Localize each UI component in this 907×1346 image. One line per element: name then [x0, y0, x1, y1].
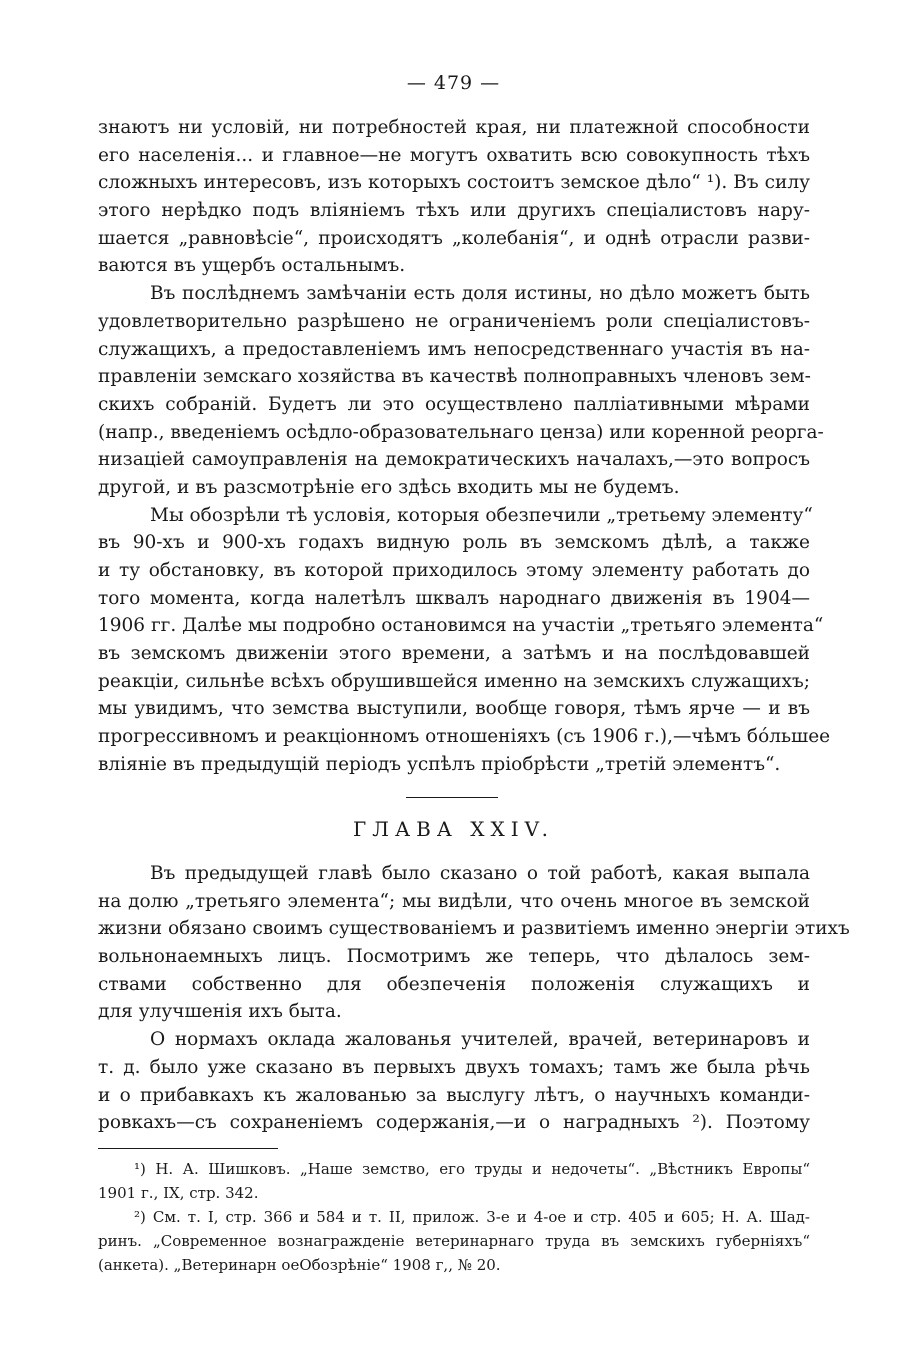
- footnote-divider: [98, 1148, 278, 1149]
- text-line: 1906 гг. Далѣе мы подробно остановимся на участіи „третьяго элемента“: [98, 615, 824, 637]
- text-line: низаціей самоуправленія на демократическихъ началахъ,—это вопросъ: [98, 449, 810, 471]
- page-number: — 479 —: [406, 72, 501, 94]
- text-line: скихъ собраній. Будетъ ли это осуществлено палліативными мѣрами: [98, 393, 810, 415]
- text-line: ровкахъ—съ сохраненіемъ содержанія,—и о наградныхъ ²). Поэтому: [98, 1112, 810, 1134]
- text-line: вліяніе въ предыдущій періодъ успѣлъ пріобрѣсти „третій элементъ“.: [98, 753, 781, 775]
- text-line: Въ послѣднемъ замѣчаніи есть доля истины, но дѣло можетъ быть: [150, 283, 810, 305]
- text-line: Мы обозрѣли тѣ условія, которыя обезпечили „третьему элементу“: [150, 504, 813, 526]
- text-line: сложныхъ интересовъ, изъ которыхъ состоитъ земское дѣло“ ¹). Въ силу: [98, 172, 810, 194]
- footnote-line: 1901 г., IX, стр. 342.: [98, 1184, 259, 1202]
- main-text: [98, 114, 831, 779]
- footnote-line: ¹) Н. А. Шишковъ. „Наше земство, его труды и недочеты“. „Вѣстникъ Европы“: [134, 1160, 810, 1178]
- text-line: того момента, когда налетѣлъ шквалъ народнаго движенія въ 1904—: [98, 587, 810, 609]
- text-line: другой, и въ разсмотрѣніе его здѣсь входить мы не будемъ.: [98, 476, 680, 498]
- footnote-line: ²) См. т. I, стр. 366 и 584 и т. II, прилож. 3-е и 4-ое и стр. 405 и 605; Н. А. Шад-: [134, 1208, 810, 1226]
- text-line: Въ предыдущей главѣ было сказано о той работѣ, какая выпала: [150, 863, 810, 884]
- text-line: (напр., введеніемъ осѣдло-образовательнаго ценза) или коренной реорга-: [98, 421, 824, 443]
- text-line: шается „равновѣсіе“, происходятъ „колебанія“, и однѣ отрасли разви-: [98, 227, 810, 249]
- text-line: служащихъ, а предоставленіемъ имъ непосредственнаго участія въ на-: [98, 338, 810, 360]
- text-line: вольнонаемныхъ лицъ. Посмотримъ же теперь, что дѣлалось зем-: [98, 946, 810, 968]
- text-line: въ земскомъ движеніи этого времени, а затѣмъ и на послѣдовавшей: [98, 643, 810, 665]
- footnote-line: (анкета). „Ветеринарн оеОбозрѣніе“ 1908 г,, № 20.: [98, 1256, 501, 1274]
- text-line: и о прибавкахъ къ жалованью за выслугу лѣтъ, о научныхъ команди-: [98, 1084, 810, 1106]
- section-separator: [406, 797, 498, 798]
- footnote-line: ринъ. „Современное вознагражденіе ветеринарнаго труда въ земскихъ губерніяхъ“: [98, 1232, 810, 1250]
- text-line: знаютъ ни условій, ни потребностей края, ни платежной способности: [98, 117, 810, 138]
- text-line: ствами собственно для обезпеченія положенія служащихъ и: [98, 973, 810, 995]
- text-line: правленіи земскаго хозяйства въ качествѣ полноправныхъ членовъ зем-: [98, 366, 811, 388]
- text-line: мы увидимъ, что земства выступили, вообще говоря, тѣмъ ярче — и въ: [98, 698, 810, 720]
- text-line: для улучшенія ихъ быта.: [98, 1001, 342, 1023]
- chapter-title: ГЛАВА XXIV.: [353, 817, 554, 841]
- text-line: реакціи, сильнѣе всѣхъ обрушившейся именно на земскихъ служащихъ;: [98, 670, 810, 692]
- text-line: на долю „третьяго элемента“; мы видѣли, что очень многое въ земской: [98, 890, 810, 912]
- text-line: жизни обязано своимъ существованіемъ и развитіемъ именно энергіи этихъ: [98, 918, 850, 940]
- text-line: его населенія... и главное—не могутъ охватить всю совокупность тѣхъ: [98, 144, 810, 166]
- text-line: т. д. было уже сказано въ первыхъ двухъ томахъ; тамъ же была рѣчь: [98, 1056, 810, 1078]
- text-line: удовлетворительно разрѣшено не ограниченіемъ роли спеціалистовъ-: [98, 310, 810, 332]
- text-line: въ 90-хъ и 900-хъ годахъ видную роль въ земскомъ дѣлѣ, а также: [98, 532, 810, 554]
- text-line: О нормахъ оклада жалованья учителей, врачей, ветеринаровъ и: [150, 1029, 810, 1051]
- text-line: и ту обстановку, въ которой приходилось этому элементу работать до: [98, 560, 810, 581]
- chapter-text: [98, 860, 850, 1137]
- footnotes: [98, 1157, 810, 1277]
- text-line: прогрессивномъ и реакціонномъ отношеніяхъ (съ 1906 г.),—чѣмъ бóльшее: [98, 726, 831, 748]
- text-line: ваются въ ущербъ остальнымъ.: [98, 255, 406, 277]
- text-line: этого нерѣдко подъ вліяніемъ тѣхъ или другихъ спеціалистовъ нару-: [98, 200, 810, 222]
